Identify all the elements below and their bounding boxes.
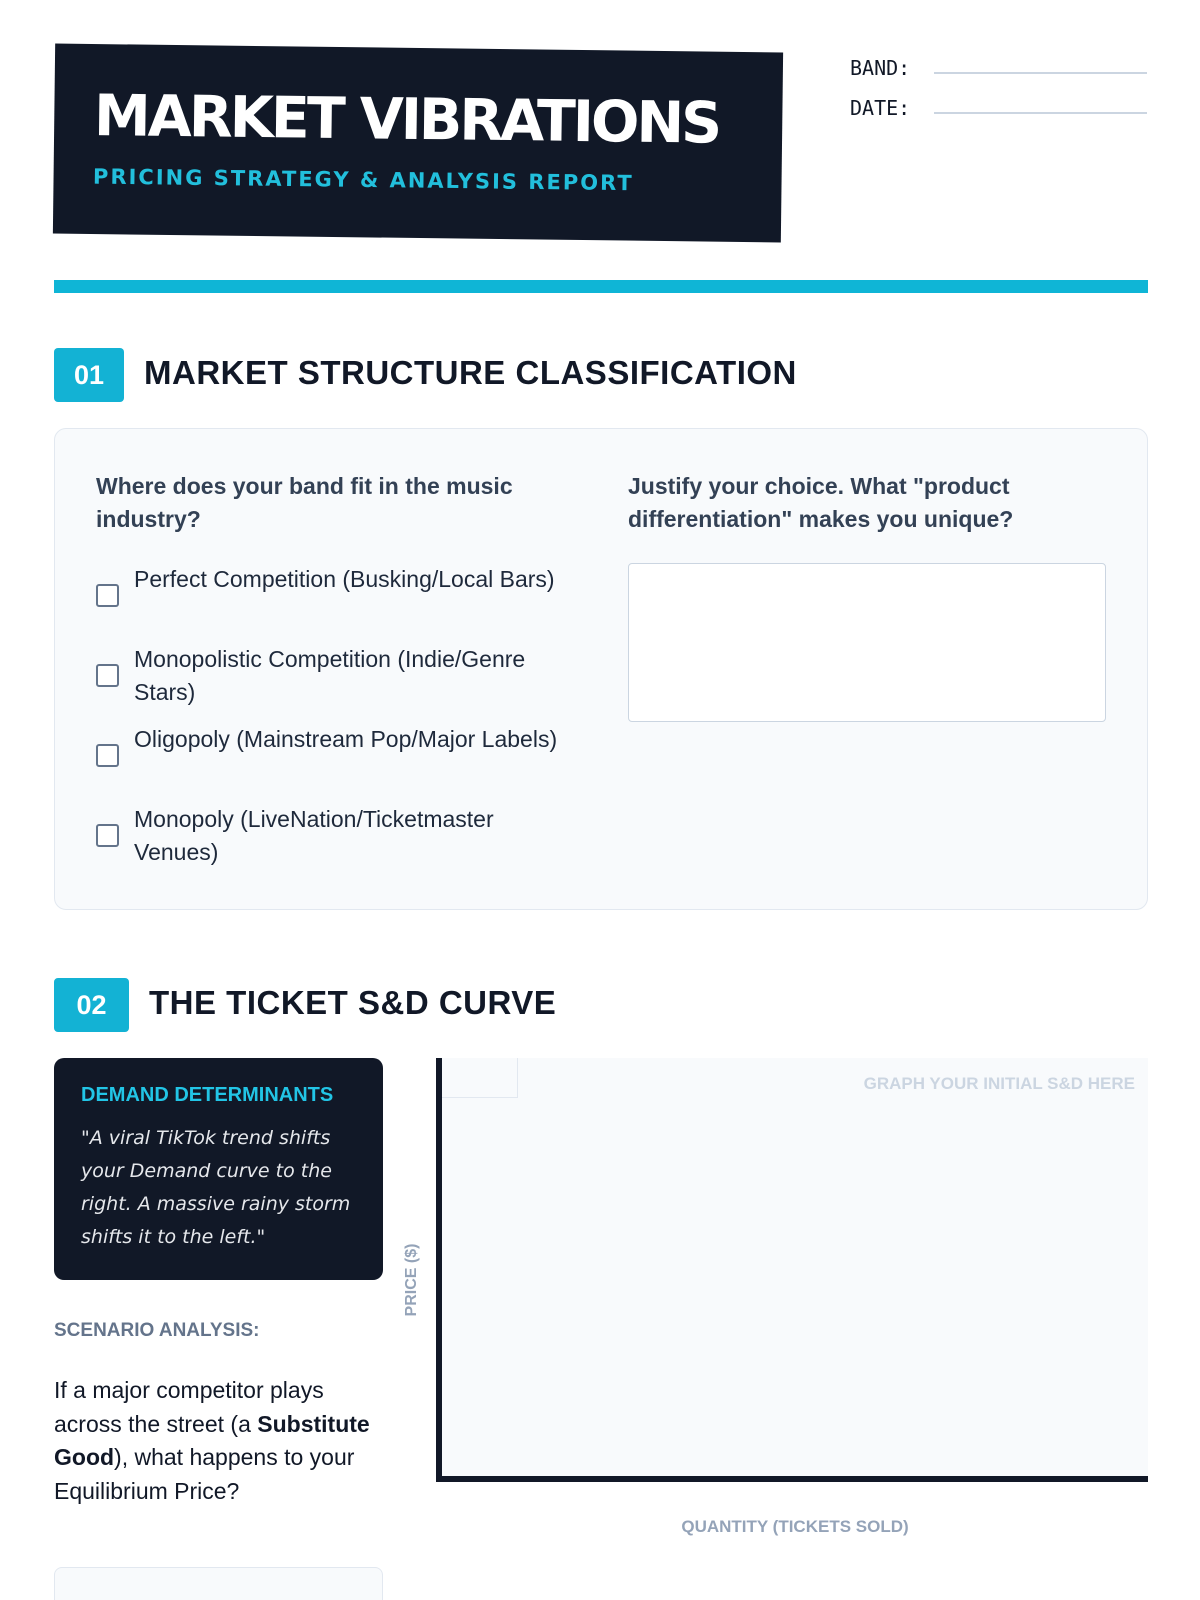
option-monopolistic-competition[interactable] [96, 643, 566, 709]
section-1-title: MARKET STRUCTURE CLASSIFICATION [144, 354, 797, 391]
demand-determinants-card [54, 1058, 383, 1280]
card-quote: "A viral TikTok trend shifts your Demand curve to the right. A massive rainy storm shifts it to the left." [81, 1127, 351, 1248]
section-2-number: 02 [54, 978, 129, 1032]
option-label: Monopolistic Competition (Indie/Genre Stars) [134, 646, 526, 705]
question-market-fit: Where does your band fit in the music industry? [96, 473, 513, 532]
accent-divider [54, 280, 1148, 293]
option-perfect-competition[interactable] [96, 563, 566, 629]
checkbox[interactable] [96, 824, 119, 847]
question-justify: Justify your choice. What "product differentiation" makes you unique? [628, 473, 1014, 532]
page-subtitle: PRICING STRATEGY & ANALYSIS REPORT [92, 164, 634, 196]
scenario-text: If a major competitor plays across the street (a [54, 1377, 324, 1437]
date-input-line[interactable] [934, 112, 1147, 114]
checkbox[interactable] [96, 744, 119, 767]
option-label: Perfect Competition (Busking/Local Bars) [134, 566, 555, 592]
band-label: BAND: [850, 56, 911, 80]
y-axis-label: PRICE ($) [403, 1243, 420, 1317]
graph-hint: GRAPH YOUR INITIAL S&D HERE [863, 1074, 1135, 1093]
date-field[interactable] [850, 96, 1150, 126]
scenario-text: ), what happens to your Equilibrium Price? [54, 1444, 355, 1504]
section-2-title: THE TICKET S&D CURVE [149, 984, 557, 1021]
scenario-label: SCENARIO ANALYSIS: [54, 1320, 260, 1341]
justification-textarea[interactable] [628, 563, 1106, 722]
checkbox[interactable] [96, 584, 119, 607]
scenario-answer-box[interactable] [54, 1567, 383, 1600]
scenario-question [54, 1374, 374, 1508]
card-title: DEMAND DETERMINANTS [81, 1084, 334, 1106]
x-axis-label: QUANTITY (TICKETS SOLD) [681, 1517, 909, 1536]
band-input-line[interactable] [934, 72, 1147, 74]
graph-grid-cell [442, 1058, 518, 1098]
scenario-bold-term: Substitute Good [54, 1410, 370, 1470]
option-label: Oligopoly (Mainstream Pop/Major Labels) [134, 726, 558, 752]
graph-drawing-area[interactable] [436, 1058, 1148, 1482]
page-title: MARKET VIBRATIONS [93, 82, 720, 157]
date-label: DATE: [850, 96, 911, 120]
section-1-number: 01 [54, 348, 124, 402]
checkbox[interactable] [96, 664, 119, 687]
option-label: Monopoly (LiveNation/Ticketmaster Venues) [134, 806, 494, 865]
option-monopoly[interactable] [96, 803, 566, 869]
band-field[interactable] [850, 56, 1150, 86]
option-oligopoly[interactable] [96, 723, 566, 789]
